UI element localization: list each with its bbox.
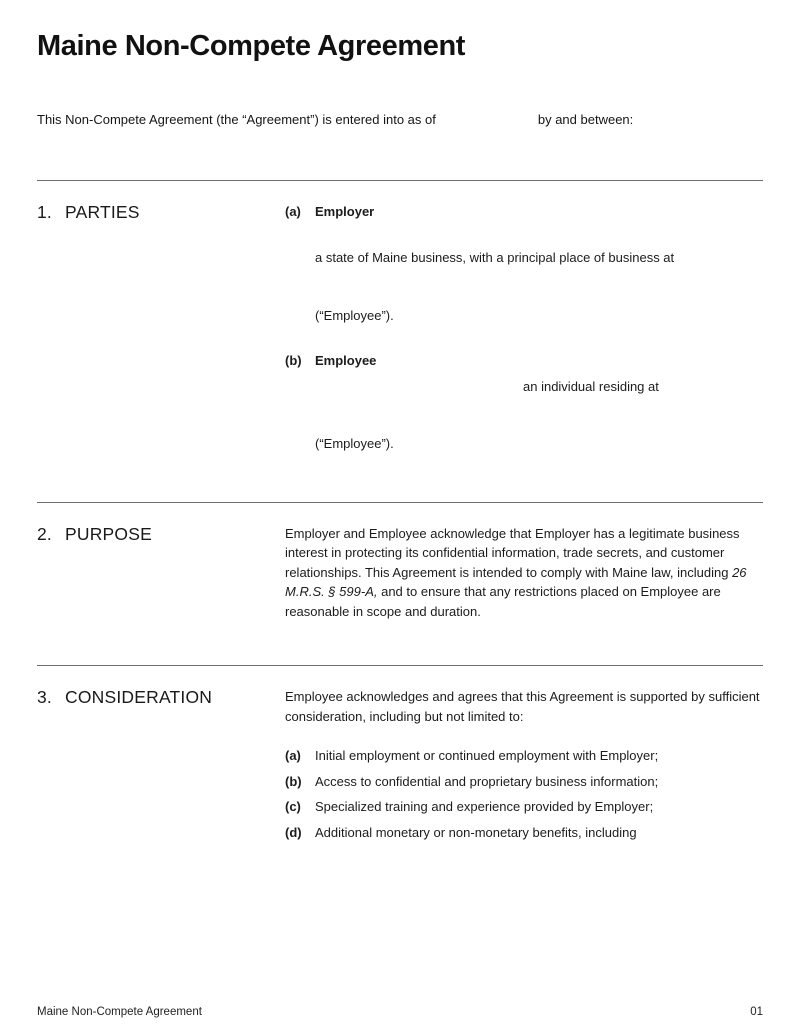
list-item (285, 772, 763, 792)
list-marker: (d) (285, 824, 302, 840)
page-footer (37, 1006, 763, 1018)
section-number: 1. (37, 201, 52, 222)
list-marker: (a) (285, 748, 301, 764)
employee-residing-line (285, 377, 763, 397)
section-parties-body (285, 202, 763, 454)
list-marker: (c) (285, 799, 301, 815)
consideration-intro: Employee acknowledges and agrees that this Agreement is supported by sufficient consideration, including but not limited to: (285, 689, 760, 724)
consideration-list (285, 746, 763, 842)
section-purpose-body (285, 524, 763, 622)
employee-name-blank-field (315, 390, 523, 391)
date-blank-field (436, 123, 538, 124)
party-employee-label: Employee (315, 353, 377, 369)
divider (37, 502, 763, 503)
statute-citation: 26 M.R.S. § 599-A, (285, 564, 747, 600)
section-title: PURPOSE (65, 523, 152, 544)
employee-residing-text: an individual residing at (523, 378, 659, 394)
section-number: 2. (37, 523, 52, 544)
intro-after-date: by and between: (537, 112, 634, 128)
list-marker: (b) (285, 773, 302, 789)
party-employer-row (285, 202, 763, 222)
section-parties (37, 202, 763, 454)
divider (37, 180, 763, 181)
section-consideration (37, 687, 763, 842)
list-item (285, 746, 763, 766)
section-title: PARTIES (65, 201, 140, 222)
list-item (285, 823, 763, 843)
section-parties-heading (37, 202, 285, 454)
party-employee-row (285, 351, 763, 371)
list-item (285, 797, 763, 817)
section-purpose-heading (37, 524, 285, 622)
employer-designation-line: (“Employee”). (315, 307, 394, 323)
section-consideration-body (285, 687, 763, 842)
employer-business-line: a state of Maine business, with a principal place of business at (315, 250, 675, 266)
intro-before-date: This Non-Compete Agreement (the “Agreement”) is entered into as of (37, 112, 436, 128)
section-title: CONSIDERATION (65, 687, 213, 708)
purpose-text-after-citation: and to ensure that any restrictions placed on Employee are reasonable in scope and duration. (285, 584, 721, 619)
list-item-text: Access to confidential and proprietary business information; (315, 773, 659, 789)
list-item-text: Initial employment or continued employment with Employer; (315, 748, 659, 764)
employee-designation-line: (“Employee”). (315, 436, 394, 452)
purpose-text-before-citation: Employer and Employee acknowledge that Employer has a legitimate business interest in protecting its confidential information, trade secrets, and customer relationships. This Agreement is intended to comply with Maine law, including (285, 525, 740, 580)
section-consideration-heading (37, 687, 285, 842)
footer-page-number: 01 (750, 1006, 763, 1018)
section-number: 3. (37, 687, 52, 708)
list-marker: (b) (285, 353, 302, 369)
list-item-text: Specialized training and experience provided by Employer; (315, 799, 654, 815)
section-purpose (37, 524, 763, 622)
list-item-text: Additional monetary or non-monetary benefits, including (315, 824, 637, 840)
party-employer-label: Employer (315, 203, 375, 219)
purpose-paragraph (285, 524, 763, 622)
footer-document-title: Maine Non-Compete Agreement (37, 1006, 202, 1018)
page-title: Maine Non-Compete Agreement (37, 30, 466, 62)
divider (37, 665, 763, 666)
list-marker: (a) (285, 203, 301, 219)
intro-line (37, 110, 763, 130)
